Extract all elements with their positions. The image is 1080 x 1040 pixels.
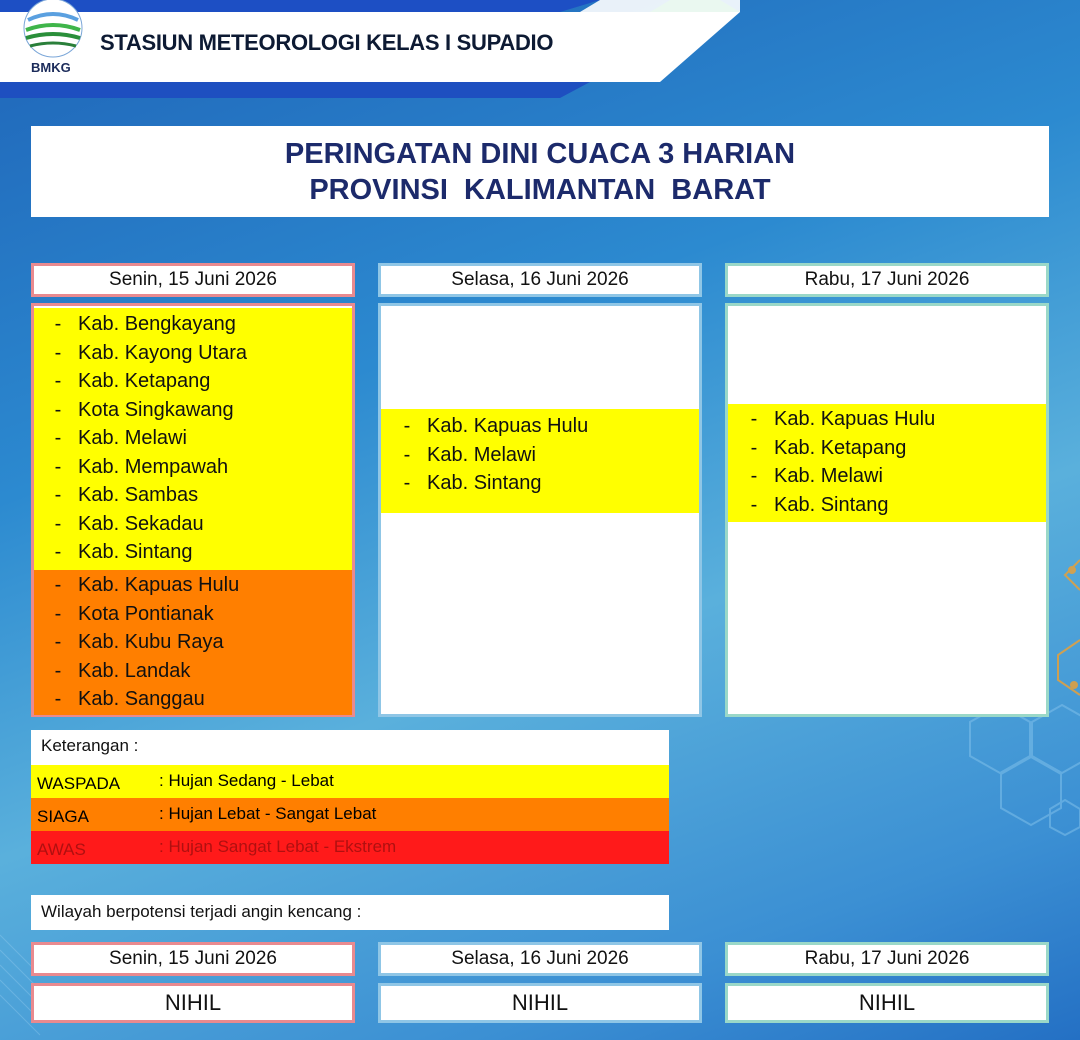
list-item: - Kab. Melawi xyxy=(403,443,536,466)
day-header-3: Rabu, 17 Juni 2026 xyxy=(725,263,1049,297)
legend-desc: : Hujan Lebat - Sangat Lebat xyxy=(159,804,377,823)
title-line-1: PERINGATAN DINI CUACA 3 HARIAN xyxy=(284,138,796,170)
list-item: - Kab. Kapuas Hulu xyxy=(403,415,589,437)
legend-desc: : Hujan Sedang - Lebat xyxy=(159,771,334,790)
list-item: - Kab. Kubu Raya xyxy=(54,631,224,653)
wind-day-header-2: Selasa, 16 Juni 2026 xyxy=(378,942,702,976)
legend-row-awas xyxy=(31,831,669,864)
list-item: - Kab. Sekadau xyxy=(54,512,204,535)
legend-level: WASPADA xyxy=(37,774,121,793)
list-item: - Kab. Bengkayang xyxy=(54,313,236,335)
waspada-list-day-2 xyxy=(381,409,699,513)
list-item: - Kab. Melawi xyxy=(750,465,883,487)
day-panel-3 xyxy=(725,303,1049,717)
wind-value-2: NIHIL xyxy=(378,983,702,1023)
day-panel-1 xyxy=(31,303,355,717)
list-item: - Kab. Kapuas Hulu xyxy=(54,574,240,596)
list-item: - Kab. Sambas xyxy=(54,484,199,506)
list-item: - Kab. Kayong Utara xyxy=(54,341,247,364)
list-item: - Kab. Sanggau xyxy=(54,688,205,710)
list-item: - Kota Pontianak xyxy=(54,602,214,625)
org-title: STASIUN METEOROLOGI KELAS I SUPADIO xyxy=(100,30,554,55)
legend-row-siaga xyxy=(31,798,669,831)
waspada-list-day-3 xyxy=(728,404,1046,522)
wind-value-3: NIHIL xyxy=(725,983,1049,1023)
legend-level: AWAS xyxy=(37,840,86,859)
list-item: - Kab. Sintang xyxy=(750,493,889,516)
list-item: - Kab. Ketapang xyxy=(750,436,907,459)
waspada-list-day-1 xyxy=(34,308,352,570)
legend-desc: : Hujan Sangat Lebat - Ekstrem xyxy=(159,837,397,856)
day-panel-2 xyxy=(378,303,702,717)
wind-title: Wilayah berpotensi terjadi angin kencang : xyxy=(31,895,669,930)
hexagon-decoration-icon xyxy=(970,705,1080,835)
legend-level: SIAGA xyxy=(37,807,89,826)
list-item: - Kab. Kapuas Hulu xyxy=(750,408,936,430)
list-item: - Kab. Ketapang xyxy=(54,370,211,392)
list-item: - Kota Singkawang xyxy=(54,398,234,421)
day-header-2: Selasa, 16 Juni 2026 xyxy=(378,263,702,297)
title-box xyxy=(31,126,1049,217)
siaga-list-day-1 xyxy=(34,570,352,715)
list-item: - Kab. Melawi xyxy=(54,427,187,449)
list-item: - Kab. Sintang xyxy=(403,472,542,494)
wind-value-1: NIHIL xyxy=(31,983,355,1023)
legend-title: Keterangan : xyxy=(31,730,669,765)
list-item: - Kab. Landak xyxy=(54,659,191,682)
wind-day-header-1: Senin, 15 Juni 2026 xyxy=(31,942,355,976)
logo-text: BMKG xyxy=(31,60,71,75)
title-line-2: PROVINSI KALIMANTAN BARAT xyxy=(309,174,771,206)
list-item: - Kab. Sintang xyxy=(54,541,193,563)
day-header-1: Senin, 15 Juni 2026 xyxy=(31,263,355,297)
list-item: - Kab. Mempawah xyxy=(54,455,229,478)
legend-row-waspada xyxy=(31,765,669,798)
wind-day-header-3: Rabu, 17 Juni 2026 xyxy=(725,942,1049,976)
